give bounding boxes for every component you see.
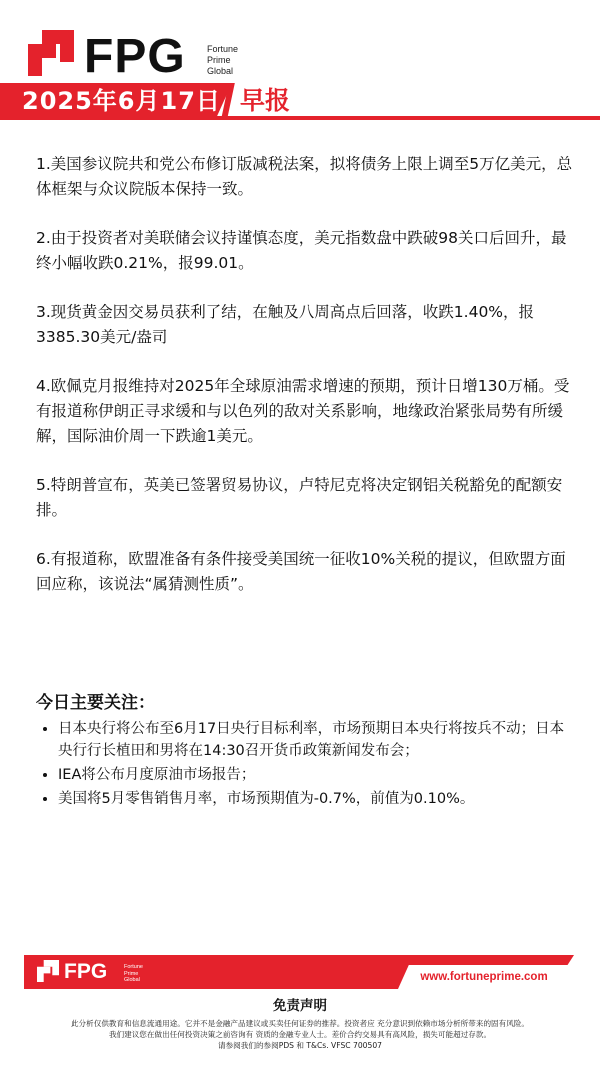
disclaimer-title: 免责声明 <box>273 998 327 1014</box>
news-item: 1.美国参议院共和党公布修订版减税法案，拟将债务上限上调至5万亿美元，总体框架与众议院版本保持一致。 <box>36 155 573 198</box>
website-link[interactable]: www.fortuneprime.com <box>420 971 548 983</box>
focus-item: • 美国将5月零售销售月率，市场预期值为-0.7%，前值为0.10%。 <box>58 788 576 810</box>
focus-list <box>36 718 576 810</box>
news-list <box>36 152 576 621</box>
footer-band <box>0 955 600 989</box>
report-label: 早报 <box>240 86 291 115</box>
disclaimer-line: 请参阅我们的参阅PDS 和 T&Cs. VFSC 700507 <box>217 1041 383 1050</box>
brand-subtitle: Fortune Prime Global <box>207 44 239 76</box>
footer-brand: FPG <box>64 960 108 983</box>
focus-item: • IEA将公布月度原油市场报告； <box>58 764 576 786</box>
news-item: 6.有报道称，欧盟准备有条件接受美国统一征收10%关税的提议，但欧盟方面回应称，该说法“属猜测性质”。 <box>36 550 566 593</box>
fpg-logo-small-icon <box>37 960 59 982</box>
news-item: 5.特朗普宣布，英美已签署贸易协议，卢特尼克将决定钢铝关税豁免的配额安排。 <box>36 476 563 519</box>
focus-item: • 日本央行将公布至6月17日央行目标利率，市场预期日本央行将按兵不动；日本央行行长植田和男将在14:30召开货币政策新闻发布会； <box>58 718 576 762</box>
news-item: 2.由于投资者对美联储会议持谨慎态度，美元指数盘中跌破98关口后回升，最终小幅收跌0.21%，报99.01。 <box>36 229 567 272</box>
disclaimer-line: 此分析仅供教育和信息流通用途。它并不是金融产品建议或买卖任何证券的推荐。投资者应 充分意识到依赖市场分析所带来的固有风险。 <box>70 1019 530 1028</box>
disclaimer <box>20 996 580 1051</box>
disclaimer-line: 我们建议您在做出任何投资决策之前咨询有 资质的金融专业人士。差价合约交易具有高风险，损失可能超过存款。 <box>108 1030 492 1039</box>
fpg-logo-icon <box>28 30 74 76</box>
news-item: 3.现货黄金因交易员获利了结，在触及八周高点后回落，收跌1.40%，报3385.30美元/盎司 <box>36 303 535 346</box>
brand-name: FPG <box>84 30 186 83</box>
news-item: 4.欧佩克月报维持对2025年全球原油需求增速的预期，预计日增130万桶。受有报道称伊朗正寻求缓和与以色列的敌对关系影响，地缘政治紧张局势有所缓解，国际油价周一下跌逾1美元。 <box>36 377 570 445</box>
today-focus <box>36 690 576 812</box>
focus-title: 今日主要关注： <box>36 693 155 713</box>
report-header <box>0 0 600 125</box>
footer-brand-subtitle: Fortune Prime Global <box>124 964 143 983</box>
report-date: 2025年6月17日 <box>22 87 221 115</box>
